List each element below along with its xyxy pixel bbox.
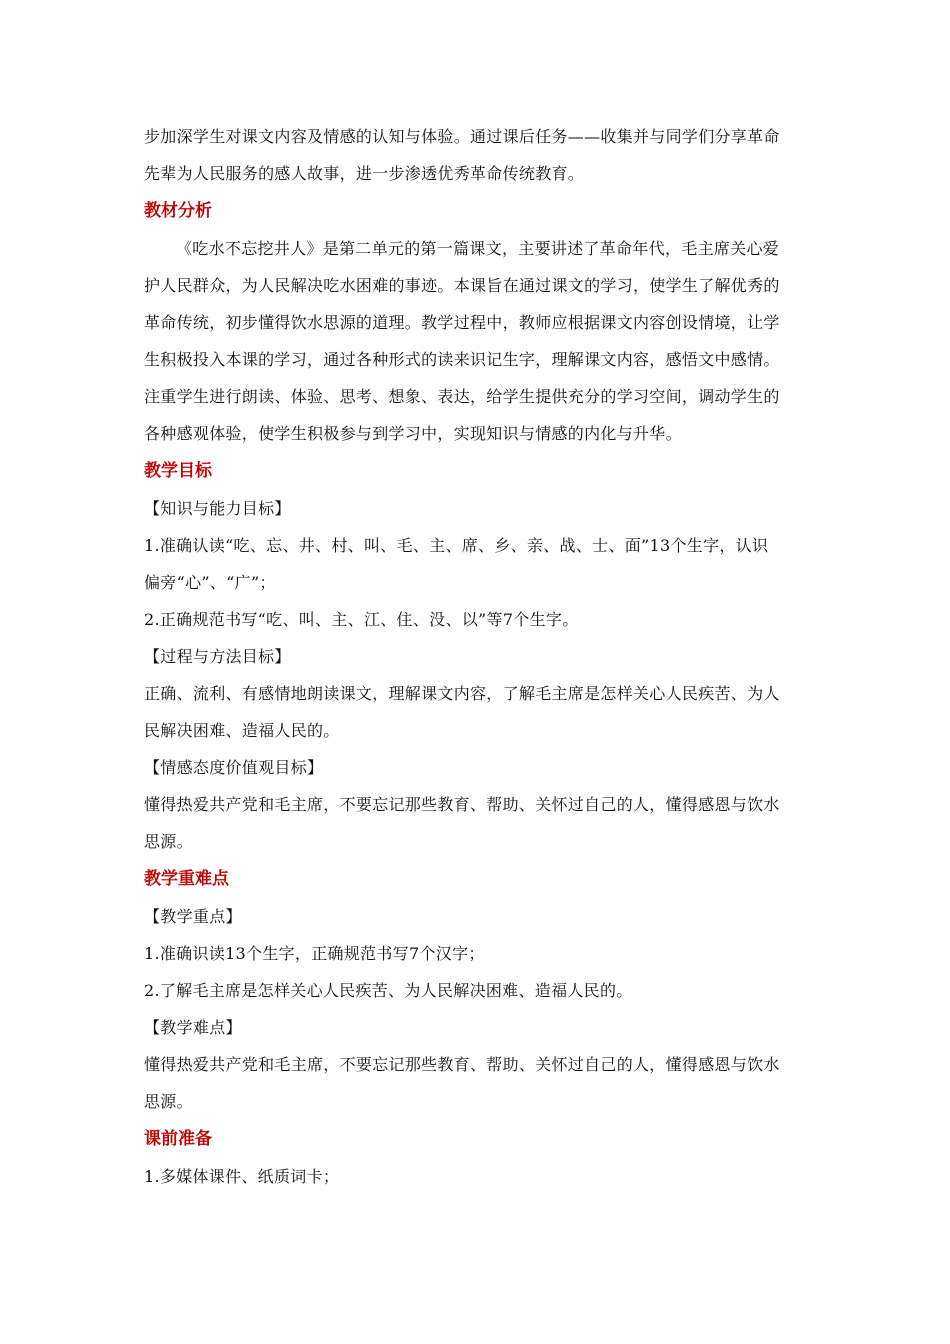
paragraph-line: 各种感观体验，使学生积极参与到学习中，实现知识与情感的内化与升华。 [144, 424, 682, 443]
list-item: 1.准确认读“吃、忘、井、村、叫、毛、主、席、乡、亲、战、士、面”13个生字，认识 [144, 536, 769, 555]
paragraph-line: 思源。 [144, 1092, 193, 1111]
intro-paragraph [144, 118, 810, 192]
section-heading-preparation: 课前准备 [144, 1129, 212, 1149]
list-item: 1.多媒体课件、纸质词卡； [144, 1167, 340, 1186]
paragraph-line: 正确、流利、有感情地朗读课文，理解课文内容，了解毛主席是怎样关心人民疾苦、为人 [144, 684, 780, 703]
paragraph-line: 思源。 [144, 832, 193, 851]
paragraph-line: 生积极投入本课的学习，通过各种形式的读来识记生字，理解课文内容，感悟文中感情。 [144, 350, 780, 369]
list-item: 2.正确规范书写“吃、叫、主、江、住、没、以”等7个生字。 [144, 610, 579, 629]
paragraph-line: 《吃水不忘挖井人》是第二单元的第一篇课文，主要讲述了革命年代，毛主席关心爱 [176, 239, 780, 258]
list-item: 2.了解毛主席是怎样关心人民疾苦、为人民解决困难、造福人民的。 [144, 981, 633, 1000]
section-heading-teaching-goals: 教学目标 [144, 461, 212, 481]
document-page [144, 118, 810, 1195]
subsection-label-knowledge: 【知识与能力目标】 [144, 499, 291, 518]
subsection-label-process: 【过程与方法目标】 [144, 647, 291, 666]
paragraph-line: 革命传统，初步懂得饮水思源的道理。教学过程中，教师应根据课文内容创设情境，让学 [144, 313, 780, 332]
paragraph-line: 步加深学生对课文内容及情感的认知与体验。通过课后任务——收集并与同学们分享革命 [144, 127, 780, 146]
section-heading-key-points: 教学重难点 [144, 869, 229, 889]
list-item-continuation: 偏旁“心”、“广”； [144, 573, 276, 592]
subsection-label-key: 【教学重点】 [144, 907, 242, 926]
paragraph-line: 注重学生进行朗读、体验、思考、想象、表达，给学生提供充分的学习空间，调动学生的 [144, 387, 780, 406]
section-heading-material-analysis: 教材分析 [144, 201, 212, 221]
paragraph-line: 护人民群众，为人民解决吃水困难的事迹。本课旨在通过课文的学习，使学生了解优秀的 [144, 276, 780, 295]
subsection-label-difficult: 【教学难点】 [144, 1018, 242, 1037]
paragraph-line: 懂得热爱共产党和毛主席，不要忘记那些教育、帮助、关怀过自己的人，懂得感恩与饮水 [144, 1055, 780, 1074]
material-analysis-paragraph [144, 230, 810, 452]
list-item: 1.准确识读13个生字，正确规范书写7个汉字； [144, 944, 485, 963]
subsection-label-emotion: 【情感态度价值观目标】 [144, 758, 324, 777]
paragraph-line: 懂得热爱共产党和毛主席，不要忘记那些教育、帮助、关怀过自己的人，懂得感恩与饮水 [144, 795, 780, 814]
paragraph-line: 先辈为人民服务的感人故事，进一步渗透优秀革命传统教育。 [144, 164, 585, 183]
paragraph-line: 民解决困难、造福人民的。 [144, 721, 340, 740]
